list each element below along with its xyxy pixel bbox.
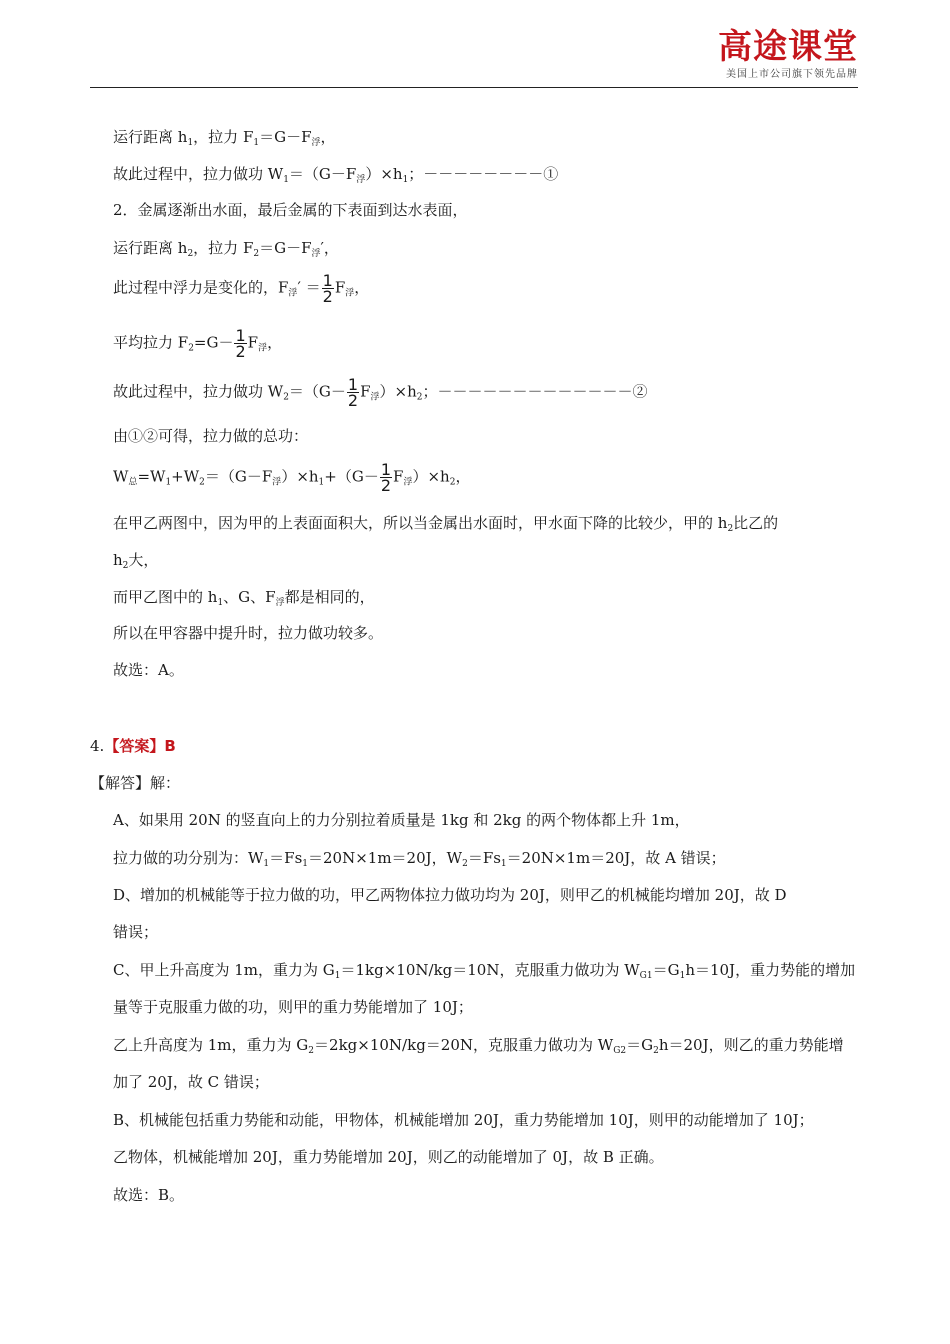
text-line: C、甲上升高度为 1m，重力为 $G_1=1kg\times 10N/kg=10N$，克服重力做功为 $W_{G1}=G_1h=10J$，重力势能的增加 (113, 961, 856, 981)
text-line: 运行距离 $h_1$，拉力 $F_1=G-F_浮$， (113, 128, 336, 148)
page-header (0, 0, 950, 90)
text-line: 而甲乙图中的 $h_1$、G、$F_浮$都是相同的， (113, 588, 375, 608)
text-line: A、如果用 20N 的竖直向上的力分别拉着质量是 1kg 和 2kg 的两个物体都上升 1m， (113, 811, 690, 829)
brand-logo (718, 28, 858, 82)
text-line: 故此过程中，拉力做功 $W_1=(G-F_浮)\times h_1$；－－－－－－－－① (113, 165, 559, 185)
text-line: 故选：A。 (113, 661, 184, 679)
solution-tag: 【解答】解： (90, 774, 181, 792)
text-line: 乙物体，机械能增加 20J，重力势能增加 20J，则乙的动能增加了 0J，故 B 正确。 (113, 1148, 664, 1166)
answer-line (90, 735, 176, 757)
text-line: $h_2$大， (113, 551, 159, 571)
text-line: 在甲乙两图中，因为甲的上表面面积大，所以当金属出水面时，甲水面下降的比较少，甲的 $h_2$比乙的 (113, 514, 779, 534)
fraction: $\frac{1}{2}$ (380, 460, 392, 495)
text-line: D、增加的机械能等于拉力做的功，甲乙两物体拉力做功均为 20J，则甲乙的机械能均增加 20J，故 D (113, 886, 787, 904)
answer-tag: 【答案】 (104, 737, 165, 755)
text-line: 量等于克服重力做的功，则甲的重力势能增加了 10J； (113, 998, 473, 1016)
question-number: 4. (90, 737, 105, 755)
header-divider (90, 87, 858, 88)
text-line: 加了 20J，故 C 错误； (113, 1073, 269, 1091)
fraction: $\frac{1}{2}$ (235, 326, 246, 361)
text-line: 此过程中浮力是变化的，$F_浮'$ ＝ $\frac{1}{2}$ $F_浮$， (113, 271, 370, 306)
text-line: 2．金属逐渐出水面，最后金属的下表面到达水表面， (113, 201, 468, 219)
text-line: 错误； (113, 923, 159, 941)
brand-tagline: 美国上市公司旗下领先品牌 (726, 69, 858, 80)
text-line: 平均拉力 $F_2=G-$ $\frac{1}{2}$ $F_浮$， (113, 326, 283, 361)
fraction: $\frac{1}{2}$ (322, 271, 333, 306)
text-line: 所以在甲容器中提升时，拉力做功较多。 (113, 624, 384, 642)
answer-value: B (164, 737, 176, 755)
text-line: 乙上升高度为 1m，重力为 $G_2=2kg\times 10N/kg=20N$，克服重力做功为 $W_{G2}=G_2h=20J$，则乙的重力势能增 (113, 1036, 844, 1056)
brand-name: 高途课堂 (718, 27, 858, 67)
text-line: 拉力做的功分别为：$W_1=Fs_1=20N\times 1m=20J$，$W_2=Fs_1=20N\times 1m=20J$，故 A 错误； (113, 849, 726, 869)
text-line: 故此过程中，拉力做功 $W_2=(G-$ $\frac{1}{2}$ $F_浮)\times h_2$；－－－－－－－－－－－－－② (113, 375, 648, 410)
text-line: B、机械能包括重力势能和动能，甲物体，机械能增加 20J，重力势能增加 10J，则甲的动能增加了 10J； (113, 1111, 814, 1129)
text-line: 由①②可得，拉力做的总功： (113, 427, 309, 445)
text-line: 运行距离 $h_2$，拉力 $F_2=G-F_浮'$， (113, 239, 339, 259)
text-line: $W_总=W_1+W_2=(G-F_浮)\times h_1+(G-$ $\frac{1}{2}$ $F_浮)\times h_2$， (113, 460, 471, 495)
text-line: 故选：B。 (113, 1186, 185, 1204)
fraction: $\frac{1}{2}$ (347, 375, 359, 410)
